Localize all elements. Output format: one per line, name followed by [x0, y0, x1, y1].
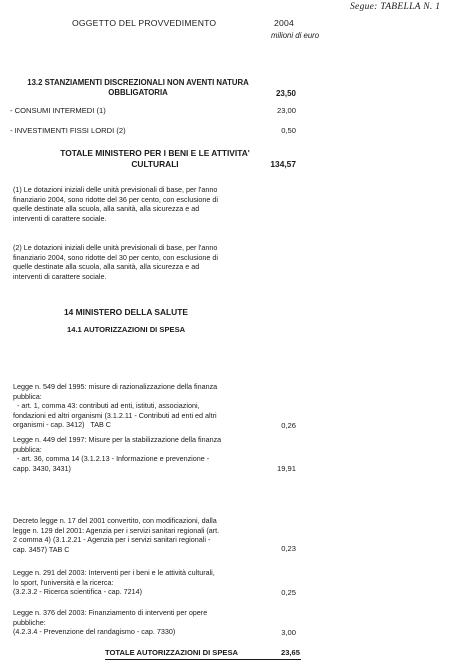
total-authorizations-value: 23,65: [280, 648, 300, 657]
page-caption: Segue: TABELLA N. 1: [350, 2, 441, 12]
note-1-line: finanziario 2004, sono ridotte del 36 per cento, con esclusione di: [13, 194, 218, 204]
note-1-line: quelle destinate alla scuola, alla sanità, alla sicurezza e ad: [13, 204, 200, 214]
law-line: fondazioni ed altri organismi (3.1.2.11 - Contributi ad enti ed altri: [13, 410, 217, 420]
section-14-1-subtitle: 14.1 AUTORIZZAZIONI DI SPESA: [67, 325, 186, 334]
law-line: Legge n. 549 del 1995: misure di razionalizzazione della finanza: [13, 382, 218, 391]
law-line: Decreto legge n. 17 del 2001 convertito, con modificazioni, dalla: [13, 516, 217, 525]
note-1-line: interventi di carattere sociale.: [13, 213, 107, 223]
total-authorizations-label: TOTALE AUTORIZZAZIONI DI SPESA: [105, 648, 239, 657]
note-2: [13, 243, 263, 281]
law-line: legge n. 129 del 2001: Agenzia per i servizi sanitari regionali (art.: [13, 525, 220, 535]
law-entry: [13, 435, 265, 473]
item-consumi-intermedi-value: 23,00: [276, 106, 296, 115]
column-header-year: 2004: [274, 18, 294, 28]
law-line: pubblica:: [13, 444, 42, 454]
total-ministry-line2: CULTURALI: [131, 159, 179, 169]
law-value: 3,00: [281, 628, 296, 637]
law-value: 0,23: [281, 544, 296, 553]
total-underline: [105, 659, 301, 660]
section-13-2-title-line1: 13.2 STANZIAMENTI DISCREZIONALI NON AVENTI NATURA: [27, 78, 249, 87]
law-value: 19,91: [276, 464, 296, 473]
law-line: lo sport, l'università e la ricerca:: [13, 577, 114, 587]
law-line: organismi - cap. 3412) TAB C: [13, 420, 112, 430]
law-line: capp. 3430, 3431): [13, 463, 71, 473]
law-entry: [13, 382, 265, 430]
item-consumi-intermedi-label: - CONSUMI INTERMEDI (1): [10, 106, 106, 115]
total-ministry-value: 134,57: [270, 159, 296, 169]
law-line: pubblica:: [13, 391, 42, 401]
section-13-2-title: [13, 78, 263, 98]
law-value: 0,25: [281, 588, 296, 597]
section-13-2-title-line2: OBBLIGATORIA: [108, 88, 168, 97]
law-line: Legge n. 449 del 1997: Misure per la stabilizzazione della finanza: [13, 435, 222, 444]
law-line: (4.2.3.4 - Prevenzione del randagismo - cap. 7330): [13, 627, 176, 637]
column-header-unit: milioni di euro: [271, 31, 320, 40]
law-entry: [13, 608, 265, 637]
note-1-line: (1) Le dotazioni iniziali delle unità previsionali di base, per l'anno: [13, 185, 218, 194]
law-value: 0,26: [281, 421, 296, 430]
law-line: - art. 36, comma 14 (3.1.2.13 - Informazione e prevenzione -: [13, 454, 210, 464]
column-header-object: OGGETTO DEL PROVVEDIMENTO: [72, 18, 217, 28]
section-13-2-total: 23,50: [275, 89, 296, 98]
law-line: Legge n. 376 del 2003: Finanziamento di interventi per opere: [13, 608, 208, 617]
law-line: cap. 3457) TAB C: [13, 544, 70, 554]
note-2-line: finanziario 2004, sono ridotte del 30 per cento, con esclusione di: [13, 252, 218, 262]
law-line: Legge n. 291 del 2003: Interventi per i beni e le attività culturali,: [13, 568, 215, 577]
law-entry: [13, 568, 265, 597]
item-investimenti-value: 0,50: [281, 126, 296, 135]
law-line: (3.2.3.2 - Ricerca scientifica - cap. 7214): [13, 587, 143, 597]
total-ministry-line1: TOTALE MINISTERO PER I BENI E LE ATTIVITA': [60, 148, 250, 158]
note-2-line: (2) Le dotazioni iniziali delle unità previsionali di base, per l'anno: [13, 243, 218, 252]
note-2-line: quelle destinate alla scuola, alla sanità, alla sicurezza e ad: [13, 262, 200, 272]
law-line: pubbliche:: [13, 617, 46, 627]
law-entry: [13, 516, 265, 554]
law-line: 2 comma 4) (3.1.2.21 - Agenzia per i servizi sanitari regionali -: [13, 535, 211, 545]
law-line: - art. 1, comma 43: contributi ad enti, istituti, associazioni,: [13, 401, 200, 411]
section-14-title: 14 MINISTERO DELLA SALUTE: [64, 307, 188, 317]
note-1: [13, 185, 263, 223]
note-2-line: interventi di carattere sociale.: [13, 271, 107, 281]
item-investimenti-label: - INVESTIMENTI FISSI LORDI (2): [10, 126, 126, 135]
